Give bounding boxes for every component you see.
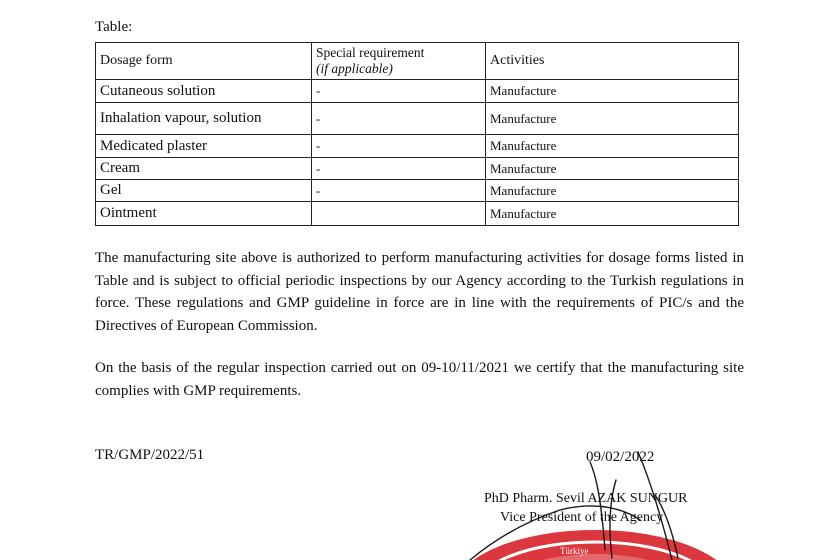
table-row	[96, 103, 739, 135]
cell-special-requirement: -	[312, 103, 486, 135]
header-activities: Activities	[486, 43, 739, 80]
official-stamp-icon	[455, 530, 735, 560]
authorization-paragraph: The manufacturing site above is authorized to perform manufacturing activities for dosage forms listed in Table and is subject to official periodic inspections by our Agency according to the Turkish regulations in force. These regulations and GMP guideline in force are in line with the requirements of PIC/s and the Directives of European Commission.	[95, 250, 744, 334]
header-special-requirement	[312, 43, 486, 80]
table-row	[96, 180, 739, 202]
cell-dosage-form: Medicated plaster	[96, 135, 312, 158]
cell-activity: Manufacture	[486, 80, 739, 103]
table-header-row	[96, 43, 739, 80]
cell-dosage-form: Gel	[96, 180, 312, 202]
stamp-text: Türkiye	[560, 546, 589, 556]
header-dosage-form: Dosage form	[96, 43, 312, 80]
table-caption: Table:	[95, 19, 133, 35]
signer-title: Vice President of the Agency	[500, 510, 664, 525]
cell-special-requirement	[312, 202, 486, 226]
cell-activity: Manufacture	[486, 180, 739, 202]
cell-activity: Manufacture	[486, 135, 739, 158]
cell-special-requirement: -	[312, 158, 486, 180]
table-row	[96, 202, 739, 226]
cell-activity: Manufacture	[486, 103, 739, 135]
cell-dosage-form: Inhalation vapour, solution	[96, 103, 312, 135]
issue-date: 09/02/2022	[586, 449, 655, 465]
table-row	[96, 158, 739, 180]
cell-dosage-form: Ointment	[96, 202, 312, 226]
header-special-requirement-label: Special requirement	[316, 45, 425, 60]
cell-dosage-form: Cutaneous solution	[96, 80, 312, 103]
signer-name: PhD Pharm. Sevil AZAK SUNGUR	[484, 491, 688, 506]
certification-paragraph: On the basis of the regular inspection carried out on 09-10/11/2021 we certify that the manufacturing site complies with GMP requirements.	[95, 360, 744, 399]
cell-activity: Manufacture	[486, 158, 739, 180]
cell-special-requirement: -	[312, 180, 486, 202]
cell-special-requirement: -	[312, 80, 486, 103]
cell-special-requirement: -	[312, 135, 486, 158]
table-row	[96, 80, 739, 103]
cell-activity: Manufacture	[486, 202, 739, 226]
cell-dosage-form: Cream	[96, 158, 312, 180]
dosage-forms-table	[95, 42, 739, 226]
table-row	[96, 135, 739, 158]
reference-number: TR/GMP/2022/51	[95, 447, 205, 463]
header-special-requirement-note: (if applicable)	[316, 61, 393, 76]
